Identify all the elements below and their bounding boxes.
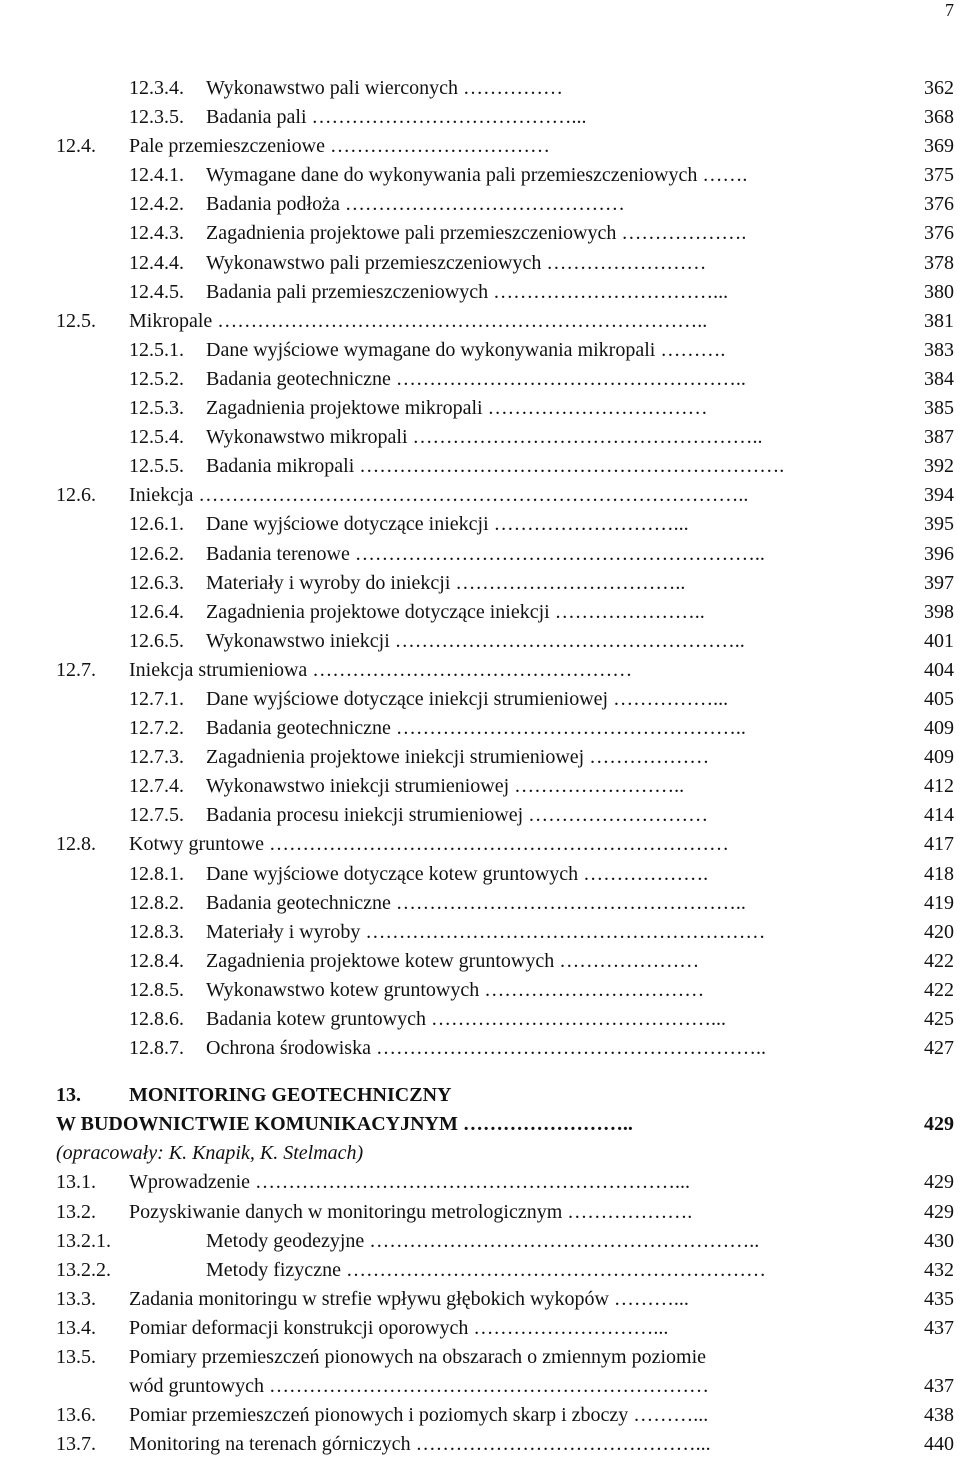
toc-entry [0,1285,960,1314]
toc-entry [0,365,960,394]
toc-entry-number: 12.5.1. [129,338,184,361]
toc-entry [0,307,960,336]
toc-entry-title: Badania kotew gruntowych ……………………………………... [206,1008,726,1030]
toc-entry-title: Pomiary przemieszczeń pionowych na obszarach o zmiennym poziomie [129,1346,707,1369]
toc-entry-page: 397 [924,571,954,594]
toc-entry-number: 12.4. [56,135,96,158]
toc-entry-title: Dane wyjściowe dotyczące iniekcji ………………………... [206,513,689,536]
chapter-number: 13. [56,1084,81,1107]
toc-entry-page: 385 [924,397,954,420]
toc-entry-number: 12.7.1. [129,687,184,710]
chapter-byline [0,1139,960,1168]
toc-entry-page: 369 [924,135,954,158]
toc-entry-number: 12.7.3. [129,746,184,769]
toc-entry [0,1198,960,1227]
toc-entry-title: Iniekcja strumieniowa ………………………………………… [129,658,633,681]
toc-entry-title: Iniekcja ……………………………………………………………………….. [129,484,749,507]
toc-entry [0,1372,960,1401]
toc-entry-title: Badania pali przemieszczeniowych ……………………………... [206,280,729,303]
toc-entry-number: 12.4.1. [129,164,184,187]
toc-entry-page: 409 [924,746,954,769]
toc-entry-page: 438 [924,1404,954,1427]
toc-entry-title: Kotwy gruntowe …………………………………………………………… [129,833,729,856]
toc-entry-title: Badania terenowe …………………………………………………….. [206,542,765,565]
toc-entry-title: Zagadnienia projektowe kotew gruntowych ………………… [206,949,700,972]
toc-entry-title: Dane wyjściowe wymagane do wykonywania mikropali ………. [206,338,726,361]
toc-entry-page: 422 [924,949,954,972]
toc-entry-title: Wprowadzenie ………………………………………………………... [129,1171,691,1194]
toc-entry-number: 13.7. [56,1433,96,1456]
toc-entry-title: Badania podłoża …………………………………… [206,193,625,216]
toc-entry-page: 427 [924,1037,954,1060]
toc-entry [0,889,960,918]
toc-entry-number: 13.4. [56,1316,96,1339]
toc-entry-title: Badania pali …………………………………... [206,106,587,129]
toc-entry [0,481,960,510]
toc-entry-title: Badania geotechniczne …………………………………………….. [206,891,746,914]
toc-entry-page: 437 [924,1375,954,1398]
toc-entry-number: 12.5.4. [129,426,184,449]
toc-entry-title: Ochrona środowiska ………………………………………………….. [206,1037,766,1060]
toc-entry-title: Pale przemieszczeniowe …………………………… [129,135,551,158]
toc-entry-title: Monitoring na terenach górniczych ……………………………………... [129,1433,711,1456]
toc-entry-page: 417 [924,833,954,856]
toc-entry [0,1343,960,1372]
toc-entry [0,1430,960,1459]
toc-entry-title: Wykonawstwo iniekcji …………………………………………….. [206,629,745,652]
toc-entry-page: 387 [924,426,954,449]
toc-entry [0,74,960,103]
toc-entry [0,656,960,685]
toc-entry [0,801,960,830]
toc-entry-title: Pozyskiwanie danych w monitoringu metrologicznym ………………. [129,1200,693,1223]
toc-entry [0,452,960,481]
toc-entry-page: 395 [924,513,954,536]
toc-entry-title: Wykonawstwo pali wierconych …………… [206,77,564,99]
toc-entry-number: 13.6. [56,1404,96,1427]
toc-entry [0,685,960,714]
toc-entry [0,947,960,976]
toc-entry-title: Metody geodezyjne ………………………………………………….. [206,1229,760,1252]
toc-entry [0,423,960,452]
toc-entry-number: 12.5.3. [129,397,184,420]
toc-entry-page: 435 [924,1287,954,1310]
toc-entry-page: 414 [924,804,954,827]
toc-entry [0,830,960,859]
toc-entry [0,598,960,627]
toc-entry-number: 12.7.2. [129,717,184,740]
toc-entry-page: 376 [924,193,954,216]
toc-entry-page: 398 [924,600,954,623]
toc-entry [0,1401,960,1430]
toc-entry [0,540,960,569]
toc-entry [0,394,960,423]
toc-entry-title: Badania geotechniczne …………………………………………….. [206,367,746,390]
toc-entry-page: 429 [924,1171,954,1194]
chapter-page: 429 [924,1113,954,1136]
toc-entry-number: 12.5.2. [129,367,184,390]
toc-entry [0,103,960,132]
toc-entry-number: 13.2.2. [56,1258,111,1281]
toc-entry-page: 420 [924,920,954,943]
toc-entry-title: Pomiar przemieszczeń pionowych i poziomych skarp i zboczy ………... [129,1404,709,1427]
chapter-authors: (opracowały: K. Knapik, K. Stelmach) [56,1142,364,1165]
toc-entry-title: Badania geotechniczne …………………………………………….. [206,717,746,740]
toc-entry-page: 432 [924,1258,954,1281]
toc-entry-title: Badania procesu iniekcji strumieniowej ……………………… [206,804,709,827]
toc-entry-number: 12.6.4. [129,600,184,623]
toc-entry-title: Zagadnienia projektowe dotyczące iniekcji ………………….. [206,600,705,623]
toc-entry-title: Wykonawstwo pali przemieszczeniowych …………………… [206,251,707,274]
table-of-contents [0,74,960,1459]
toc-entry-title: Mikropale ……………………………………………………………….. [129,309,708,332]
toc-entry-page: 412 [924,775,954,798]
toc-entry-number: 12.6.2. [129,542,184,565]
toc-entry [0,1256,960,1285]
toc-entry-number: 12.8. [56,833,96,856]
chapter-heading-line1 [0,1081,960,1110]
toc-entry-number: 12.6. [56,484,96,507]
toc-entry-title: wód gruntowych ………………………………………………………… [129,1375,709,1398]
toc-entry [0,918,960,947]
toc-entry-page: 381 [924,309,954,332]
toc-entry-page: 409 [924,717,954,740]
toc-entry-number: 13.2.1. [56,1229,111,1252]
toc-entry [0,976,960,1005]
toc-entry-title: Wykonawstwo mikropali …………………………………………….. [206,426,763,449]
toc-entry-number: 12.7.4. [129,775,184,798]
toc-entry [0,743,960,772]
toc-entry [0,132,960,161]
toc-entry-number: 12.5.5. [129,455,184,478]
toc-entry-page: 368 [924,106,954,129]
toc-entry-page: 378 [924,251,954,274]
toc-entry [0,860,960,889]
toc-entry [0,714,960,743]
toc-entry [0,1034,960,1063]
toc-entry-title: Wykonawstwo kotew gruntowych …………………………… [206,978,705,1001]
toc-entry-number: 13.1. [56,1171,96,1194]
toc-entry [0,1168,960,1197]
toc-entry-number: 12.6.3. [129,571,184,594]
toc-entry-title: Badania mikropali ………………………………………………………. [206,455,785,478]
toc-entry-number: 12.3.5. [129,106,184,129]
toc-entry-page: 430 [924,1229,954,1252]
toc-entry [0,510,960,539]
toc-entry-number: 12.8.5. [129,978,184,1001]
toc-entry-page: 429 [924,1200,954,1223]
toc-entry-page: 425 [924,1008,954,1030]
toc-entry-title: Zagadnienia projektowe pali przemieszczeniowych ………………. [206,222,747,245]
toc-entry-number: 12.4.3. [129,222,184,245]
toc-entry-number: 12.8.3. [129,920,184,943]
toc-entry-number: 12.4.4. [129,251,184,274]
toc-entry-page: 362 [924,77,954,99]
toc-entry-page: 380 [924,280,954,303]
toc-entry [0,1314,960,1343]
toc-entry-page: 440 [924,1433,954,1456]
toc-entry-page: 418 [924,862,954,885]
toc-entry-number: 12.8.7. [129,1037,184,1060]
toc-entry-number: 12.7. [56,658,96,681]
toc-entry [0,772,960,801]
toc-entry-number: 12.8.1. [129,862,184,885]
toc-entry [0,627,960,656]
toc-entry [0,336,960,365]
chapter-title-line2: W BUDOWNICTWIE KOMUNIKACYJNYM …………………….. [56,1113,633,1136]
toc-entry-title: Dane wyjściowe dotyczące iniekcji strumieniowej ……………... [206,687,729,710]
toc-entry-number: 12.4.2. [129,193,184,216]
toc-entry [0,249,960,278]
toc-entry-number: 12.6.1. [129,513,184,536]
toc-entry-page: 437 [924,1316,954,1339]
toc-entry-page: 394 [924,484,954,507]
toc-entry-page: 405 [924,687,954,710]
page-number: 7 [945,0,954,20]
toc-entry-page: 383 [924,338,954,361]
toc-entry [0,219,960,248]
toc-entry-title: Zadania monitoringu w strefie wpływu głębokich wykopów ………... [129,1287,689,1310]
toc-entry-title: Materiały i wyroby …………………………………………………… [206,920,766,943]
toc-entry-title: Dane wyjściowe dotyczące kotew gruntowych ………………. [206,862,709,885]
toc-entry-title: Zagadnienia projektowe mikropali …………………………… [206,397,708,420]
toc-entry [0,1005,960,1034]
toc-entry-number: 13.3. [56,1287,96,1310]
toc-entry-number: 12.5. [56,309,96,332]
toc-entry-page: 419 [924,891,954,914]
toc-entry-title: Pomiar deformacji konstrukcji oporowych ………………………... [129,1316,669,1339]
toc-entry-page: 384 [924,367,954,390]
toc-entry-page: 375 [924,164,954,187]
toc-entry-title: Wykonawstwo iniekcji strumieniowej …………………….. [206,775,685,798]
toc-entry-page: 422 [924,978,954,1001]
toc-entry-page: 376 [924,222,954,245]
toc-entry [0,190,960,219]
toc-entry-page: 396 [924,542,954,565]
toc-entry-number: 12.6.5. [129,629,184,652]
toc-entry-number: 12.4.5. [129,280,184,303]
toc-entry-number: 13.2. [56,1200,96,1223]
toc-entry-number: 12.8.4. [129,949,184,972]
toc-entry-number: 12.7.5. [129,804,184,827]
toc-entry-page: 401 [924,629,954,652]
toc-entry-title: Wymagane dane do wykonywania pali przemieszczeniowych ……. [206,164,748,187]
toc-entry [0,569,960,598]
chapter-title-line1: MONITORING GEOTECHNICZNY [129,1084,452,1107]
toc-entry [0,278,960,307]
toc-entry [0,161,960,190]
toc-entry-number: 12.8.6. [129,1008,184,1030]
section-gap [0,1063,960,1081]
toc-entry-title: Zagadnienia projektowe iniekcji strumieniowej ……………… [206,746,710,769]
toc-entry-number: 13.5. [56,1346,96,1369]
toc-entry-number: 12.3.4. [129,77,184,99]
toc-entry [0,1227,960,1256]
toc-entry-page: 392 [924,455,954,478]
toc-entry-title: Metody fizyczne ……………………………………………………… [206,1258,766,1281]
toc-entry-number: 12.8.2. [129,891,184,914]
toc-entry-title: Materiały i wyroby do iniekcji …………………………….. [206,571,686,594]
toc-entry-page: 404 [924,658,954,681]
chapter-heading-line2 [0,1110,960,1139]
